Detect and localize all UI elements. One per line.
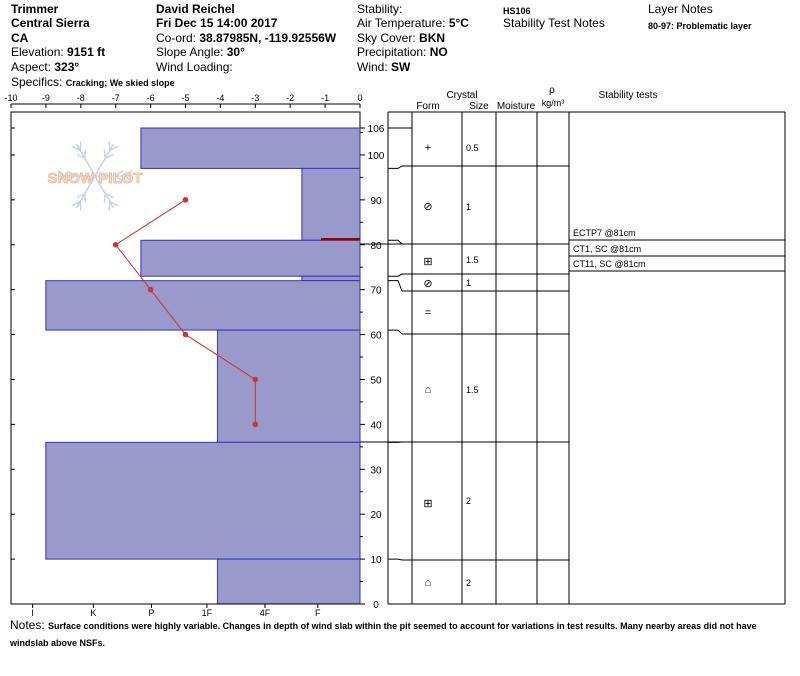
crystal-form-symbol: ⊘ [423, 278, 433, 290]
crystal-header: Crystal [446, 90, 478, 101]
crystal-form-symbol: + [424, 142, 432, 154]
temperature-tick-label: 0 [357, 93, 363, 103]
density-unit: kg/m³ [541, 98, 565, 108]
temperature-point [148, 287, 154, 293]
depth-tick-label: 60 [370, 330, 382, 342]
air-temp-label: Air Temperature: [357, 16, 446, 30]
wind-loading-label: Wind Loading: [156, 60, 233, 74]
temperature-point [113, 242, 119, 248]
elevation-label: Elevation: [11, 45, 64, 59]
hardness-tick-label: 4F [259, 608, 271, 618]
temperature-tick-label: -4 [216, 93, 225, 103]
depth-tick-label: 30 [370, 465, 382, 477]
temperature-tick-label: -9 [41, 93, 50, 103]
pit-id: HS106 [503, 6, 531, 16]
precip-label: Precipitation: [357, 45, 427, 59]
coord-label: Co-ord: [156, 31, 197, 45]
watermark-text: SNOW PILOT [47, 170, 143, 187]
hardness-bar [302, 276, 360, 280]
wind-value: SW [391, 60, 411, 74]
connector-line [388, 281, 412, 291]
stability-test-entry: CT11, SC @81cm [573, 259, 646, 269]
crystal-size: 2 [466, 496, 472, 506]
crystal-form-symbol: = [424, 307, 432, 319]
hardness-bar [302, 168, 360, 240]
crystal-form-symbol: ⊘ [423, 201, 433, 213]
watermark [48, 141, 143, 210]
stability-label: Stability: [357, 2, 403, 16]
stability-test-entry: ECTP7 @81cm [573, 228, 636, 238]
hardness-bar [141, 240, 360, 276]
crystal-size: 1.5 [466, 385, 479, 395]
hardness-tick-label: I [31, 608, 34, 618]
depth-tick-label: 10 [370, 555, 382, 567]
stability-test-entry: CT1, SC @81cm [573, 244, 642, 254]
connector-line [388, 559, 412, 560]
form-header: Form [416, 101, 440, 112]
size-header: Size [469, 101, 489, 112]
crystal-size: 2 [466, 578, 472, 588]
hardness-bar [217, 330, 360, 442]
notes-text: Surface conditions were highly variable. Changes in depth of wind slab within the pit seemed to account for variations in test results. Many nearby areas did not have windslab above NSFs. [10, 621, 757, 648]
hardness-bar [46, 442, 360, 559]
crystal-size: 1.5 [466, 255, 479, 265]
temperature-point [253, 422, 259, 428]
sky-label: Sky Cover: [357, 31, 416, 45]
hardness-tick-label: F [315, 608, 321, 618]
depth-tick-label: 20 [370, 510, 382, 522]
observer-name: David Reichel [156, 2, 235, 16]
location-name: Trimmer [11, 2, 59, 16]
moisture-header: Moisture [496, 101, 536, 112]
wind-label: Wind: [357, 60, 388, 74]
air-temp-value: 5°C [448, 16, 469, 30]
stability-tests-header: Stability tests [598, 90, 658, 101]
stability-test-notes-title: Stability Test Notes [503, 16, 605, 30]
connector-line [388, 166, 412, 168]
notes-label: Notes: [10, 618, 45, 632]
temperature-point [183, 197, 189, 203]
temperature-tick-label: -1 [321, 93, 330, 103]
hardness-bar [141, 128, 360, 168]
hardness-bar [217, 559, 360, 604]
location-range: Central Sierra [11, 16, 90, 30]
temperature-tick-label: -3 [251, 93, 260, 103]
crystal-form-symbol: ⊞ [423, 256, 433, 268]
precip-value: NO [429, 45, 448, 59]
connector-line [388, 330, 412, 334]
layer-notes-value: 80-97: Problematic layer [648, 21, 752, 31]
observation-datetime: Fri Dec 15 14:00 2017 [156, 16, 278, 30]
temperature-tick-label: -2 [286, 93, 295, 103]
layer-table [360, 85, 785, 604]
depth-tick-label: 50 [370, 375, 382, 387]
notes [10, 617, 795, 651]
aspect-value: 323° [54, 60, 80, 74]
slope-value: 30° [226, 45, 245, 59]
coord-value: 38.87985N, -119.92556W [199, 31, 337, 45]
crystal-form-symbol: ⌂ [424, 577, 432, 589]
depth-tick-label: 90 [370, 195, 382, 207]
location-state: CA [11, 31, 29, 45]
hardness-bar [46, 281, 360, 330]
sky-value: BKN [419, 31, 446, 45]
density-header: ρ [549, 85, 555, 96]
depth-tick-label: 70 [370, 285, 382, 297]
crystal-size: 1 [466, 202, 472, 212]
hardness-tick-label: K [90, 608, 97, 618]
crystal-size: 0.5 [466, 143, 479, 153]
connector-line [388, 274, 412, 276]
temperature-tick-label: -10 [4, 93, 18, 103]
connector-line [388, 240, 412, 244]
temperature-tick-label: -7 [111, 93, 120, 103]
depth-tick-label: 100 [367, 150, 385, 162]
hardness-tick-label: 1F [201, 608, 213, 618]
elevation-value: 9151 ft [67, 45, 106, 59]
temperature-tick-label: -8 [76, 93, 85, 103]
specifics-label: Specifics: [11, 75, 63, 89]
temperature-tick-label: -5 [181, 93, 190, 103]
depth-tick-label: 0 [373, 600, 379, 611]
crystal-form-symbol: ⊞ [423, 498, 433, 510]
crystal-size: 1 [466, 278, 472, 288]
temperature-point [253, 377, 259, 383]
temperature-point [183, 332, 189, 338]
specifics-value: Cracking; We skied slope [65, 78, 175, 88]
depth-tick-label: 40 [370, 420, 382, 432]
layer-notes-title: Layer Notes [648, 2, 713, 16]
depth-tick-label: 106 [367, 124, 385, 135]
hardness-profile [46, 128, 360, 604]
crystal-form-symbol: ⌂ [424, 384, 432, 396]
temperature-tick-label: -6 [146, 93, 155, 103]
slope-label: Slope Angle: [156, 45, 224, 59]
hardness-tick-label: P [148, 608, 155, 618]
aspect-label: Aspect: [11, 60, 52, 74]
depth-tick-label: 80 [370, 240, 382, 252]
